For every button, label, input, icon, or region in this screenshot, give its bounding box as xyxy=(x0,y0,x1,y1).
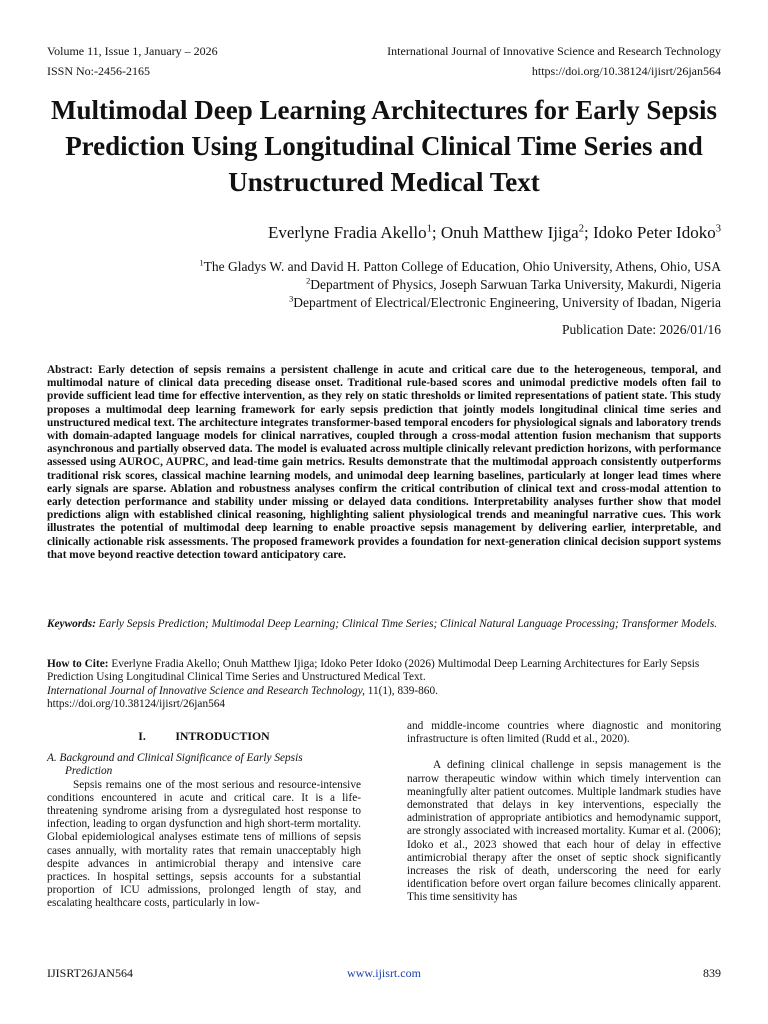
body-paragraph: A defining clinical challenge in sepsis management is the narrow therapeutic window within which timely intervention can meaningfully alter patient outcomes. Multiple landmark studies have demonstrated that delays in key interventions, especially the administration of appropriate antibiotics and hemodynamic support, are strongly associated with increased mortality. Kumar et al. (2006); Idoko et al., 2023 showed that each hour of delay in effective antimicrobial therapy after the onset of septic shock significantly increases the risk of death, underscoring the need for early identification before overt organ failure becomes clinically apparent. This time sensitivity has xyxy=(407,759,721,904)
section-heading: I. INTRODUCTION xyxy=(138,729,270,743)
running-header-right xyxy=(387,44,721,78)
keywords xyxy=(47,618,721,631)
affiliation-item xyxy=(199,258,721,276)
subsection-heading-line: A. Background and Clinical Significance of Early Sepsis xyxy=(47,752,303,765)
affiliation-item xyxy=(199,276,721,294)
footer-article-id: IJISRT26JAN564 xyxy=(47,966,133,980)
abstract-text: Early detection of sepsis remains a persistent challenge in acute and critical care due to the heterogeneous, temporal, and multimodal nature of clinical data preceding disease onset. Traditional rule-based scores and unimodal predictive models often fail to provide sufficient lead time for effective intervention, as they rely on static thresholds or limited representations of patient state. This study proposes a multimodal deep learning framework for early sepsis prediction that jointly models longitudinal clinical time series and unstructured medical text. The architecture integrates transformer-based temporal encoders for physiological signals and laboratory trends with domain-adapted language models for clinical narratives, coupled through a cross-modal attention fusion mechanism that supports asynchronous and partially observed data. The model is evaluated across multiple clinically relevant prediction horizons, with performance assessed using AUROC, AUPRC, and lead-time gain metrics. Results demonstrate that the multimodal approach consistently outperforms traditional risk scores, classical machine learning models, and unimodal deep learning baselines, particularly at longer lead times where early signals are sparse. Ablation and robustness analyses confirm the critical contribution of clinical text and cross-modal attention to early detection performance and stability under missing or delayed data conditions. Interpretability analyses further show that model predictions align with established clinical reasoning, highlighting salient physiological trends and meaningful narrative cues. This work illustrates the potential of multimodal deep learning to enable proactive sepsis management by delivering earlier, interpretable, and clinically actionable risk assessments. The proposed framework provides a foundation for next-generation clinical decision support systems that move beyond reactive detection toward anticipatory care. xyxy=(47,364,721,561)
author-sup: 2 xyxy=(578,223,584,235)
body-right-column xyxy=(407,720,721,905)
subsection-heading xyxy=(47,752,361,778)
keywords-text: Early Sepsis Prediction; Multimodal Deep Learning; Clinical Time Series; Clinical Natural Language Processing; Transformer Models. xyxy=(98,618,718,630)
body-left-column xyxy=(47,730,361,911)
journal-name: International Journal of Innovative Science and Research Technology xyxy=(387,44,721,58)
affiliation-text: The Gladys W. and David H. Patton College of Education, Ohio University, Athens, Ohio, USA xyxy=(203,259,721,274)
footer-website-link[interactable]: www.ijisrt.com xyxy=(347,966,421,980)
page-number: 839 xyxy=(703,966,721,980)
cite-label: How to Cite: xyxy=(47,658,109,670)
header-doi-link[interactable]: https://doi.org/10.38124/ijisrt/26jan564 xyxy=(531,64,721,78)
affiliation-text: Department of Physics, Joseph Sarwuan Tarka University, Makurdi, Nigeria xyxy=(310,277,721,292)
how-to-cite xyxy=(47,658,721,712)
author-sup: 3 xyxy=(715,223,721,235)
author-name: Onuh Matthew Ijiga xyxy=(440,223,579,242)
affiliation-list xyxy=(199,258,721,312)
volume-issue: Volume 11, Issue 1, January – 2026 xyxy=(47,44,218,58)
cite-text: Everlyne Fradia Akello; Onuh Matthew Ijiga; Idoko Peter Idoko (2026) Multimodal Deep Learning Architectures for Early Sepsis Prediction Using Longitudinal Clinical Time Series and Unstructured Medical Text. xyxy=(47,658,700,684)
paper-title: Multimodal Deep Learning Architectures for Early Sepsis Prediction Using Longitudinal Clinical Time Series and Unstructured Medical Text xyxy=(51,95,717,197)
affiliation-sup: 2 xyxy=(306,276,311,286)
author-name: Idoko Peter Idoko xyxy=(592,223,716,242)
affiliation-sup: 3 xyxy=(289,294,294,304)
cite-volume: 11(1), 839-860. xyxy=(364,684,438,697)
abstract xyxy=(47,364,721,562)
author-list xyxy=(268,223,721,243)
publication-date: Publication Date: 2026/01/16 xyxy=(562,322,721,337)
keywords-label: Keywords: xyxy=(47,618,96,630)
cite-doi-link[interactable]: https://doi.org/10.38124/ijisrt/26jan564 xyxy=(47,698,226,711)
cite-journal: International Journal of Innovative Science and Research Technology, xyxy=(47,684,365,697)
author-sup: 1 xyxy=(426,223,432,235)
abstract-label: Abstract: xyxy=(47,364,93,376)
running-header-left xyxy=(47,44,218,78)
affiliation-sup: 1 xyxy=(199,258,204,268)
issn: ISSN No:-2456-2165 xyxy=(47,64,151,78)
affiliation-item xyxy=(199,294,721,312)
body-paragraph: Sepsis remains one of the most serious and resource-intensive conditions encountered in acute and critical care. It is a life-threatening syndrome arising from a dysregulated host response to infection, leading to organ dysfunction and high short-term mortality. Global epidemiological analyses estimate tens of millions of sepsis cases annually, with mortality rates that remain unacceptably high despite advances in antimicrobial therapy and intensive care practices. In hospital settings, sepsis accounts for a substantial proportion of ICU admissions, prolonged length of stay, and escalating healthcare costs, particularly in low- xyxy=(47,778,361,910)
subsection-heading-line: Prediction xyxy=(65,765,113,778)
body-paragraph: and middle-income countries where diagnostic and monitoring infrastructure is often limited (Rudd et al., 2020). xyxy=(407,720,721,746)
author-separator: ; xyxy=(431,223,441,242)
author-separator: ; xyxy=(583,223,593,242)
author-name: Everlyne Fradia Akello xyxy=(267,223,427,242)
affiliation-text: Department of Electrical/Electronic Engineering, University of Ibadan, Nigeria xyxy=(293,295,721,310)
